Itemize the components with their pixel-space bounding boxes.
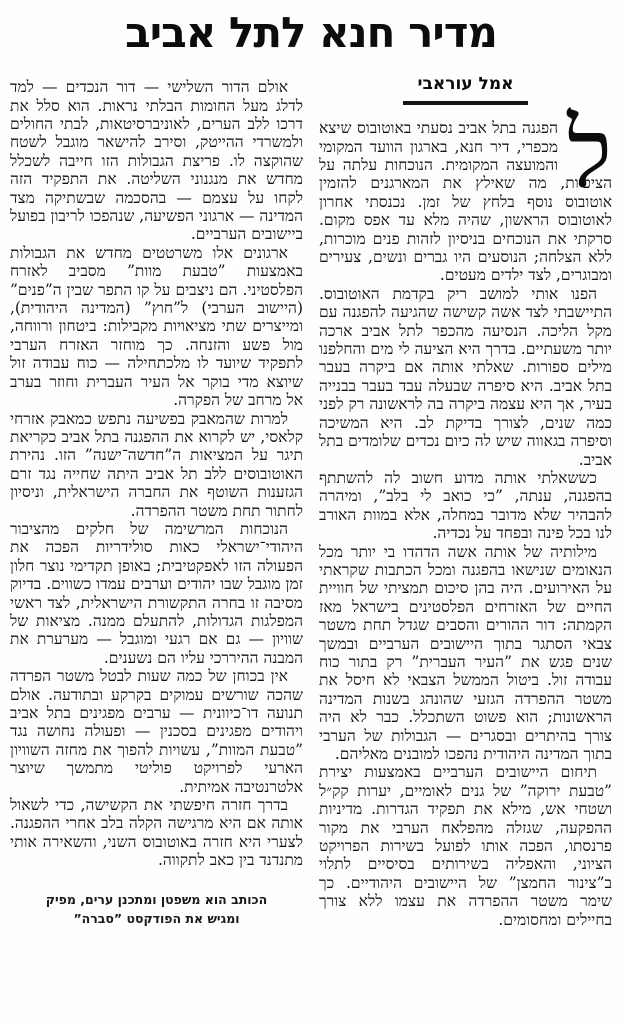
author-bio-note: הכותב הוא משפטן ומתכנן ערים, מפיק ומגיש את הפודקסט ”סברה” [45, 891, 268, 927]
paragraph: אולם הדור השלישי — דור הנכדים — למד לדלג מעל החומות הבלתי נראות. הוא סלל את דרכו ללב הערים, לאוניברסיטאות, לבתי החולים ולמשרדי ההייטק, וסירב להישאר מוגבל לשטח שהוקצה לו. פריצת הגבולות הזו חייבה לשכלל מחדש את מנגנוני השליטה. את התפקיד הזה לקחו על עצמם — בהסכמה שבשתיקה מצד המדינה — ארגוני הפשיעה, שנהפכו לריבון בפועל ביישובים הערביים. [10, 78, 303, 244]
paragraph: מילותיה של אותה אשה הדהדו בי יותר מכל הנאומים שנישאו בהפגנה ומכל הכתבות שקראתי על האירועים. היה בהן סיכום תמציתי של חוויית החיים של האזרחים הפלסטינים בישראל מאז הקמתה: דור ההורים והסבים שגדל תחת משטר צבאי הסתגר בתוך היישובים הערביים ובמשך שנים פגש את ”העיר העברית” רק בתור כוח עבודה זול. ביטול הממשל הצבאי לא חיסל את משטר ההפרדה הגזעי שהונהג בשנות המדינה הראשונות; הוא פשוט השתכלל. כבר לא היה צורך בהיתרים ובסגרים — הגבולות של הערבי בתוך המדינה היהודית נהפכו למובנים מאליהם. [319, 542, 612, 763]
paragraph: בדרך חזרה חיפשתי את הקשישה, כדי לשאול אותה אם היא מרגישה הקלה בלב אחרי ההפגנה. לצערי היא חזרה באוטובוס השני, והשאירה אותי מתנדנד בין כאב לתקווה. [10, 796, 303, 870]
paragraph: אין בכוחן של כמה שעות לבטל משטר הפרדה שהכה שורשים עמוקים בקרקע ובתודעה. אולם תנועה דו־כיוונית — ערבים מפגינים בתל אביב ויהודים מפגינים בסכנין — ופעולה נחושה נגד ”טבעת המוות”, עשויות להפוך את מחזה השוויון הארעי לפרויקט פוליטי מתמשך שיוצר אלטרנטיבה אמיתית. [10, 667, 303, 796]
drop-cap-letter: ל [567, 97, 612, 210]
opening-column-text [319, 97, 612, 929]
column-opening [319, 66, 612, 929]
paragraph: תיחום היישובים הערביים באמצעות יצירת ”טבעת ירוקה” של גנים לאומיים, יערות קק״ל ושטחי אש, מילא את תפקיד הגדרות. מדיניות ההפקעה, שגזלה מהפלאח הערבי את מקור פרנסתו, הפכה אותו לפועל בשירות הפרויקט הציוני, והאפליה בשירותים בסיסיים לתלוי ב”צינור החמצן” של היישובים היהודיים. כך שימר משטר ההפרדה את עצמו ללא צורך בחיילים ומחסומים. [319, 763, 612, 929]
column-continuation [10, 66, 303, 929]
paragraph: למרות שהמאבק בפשיעה נתפש כמאבק אזרחי קלאסי, יש לקרוא את ההפגנה בתל אביב כקריאת תיגר על המציאות ה”חדשה־ישנה” הזו. נהירת האוטובוסים ללב תל אביב היתה שחייה נגד זרם הגזענות השוטף את החברה הישראלית, וניסיון לחתור תחת משטר ההפרדה. [10, 409, 303, 520]
paragraph: הפנו אותי למושב ריק בקדמת האוטובוס. התיישבתי לצד אשה קשישה שהגיעה להפגנה עם מקל הליכה. הנסיעה מהכפר לתל אביב ארכה יותר משעתיים. בדרך היא הציעה לי מים והחלפנו מילים ספורות. שאלתי אותה אם ביקרה בעבר בתל אביב. היא סיפרה שבעלה עבד בעבר בבנייה בעיר, אך היא עצמה ביקרה בה לראשונה רק לפני כמה שנים, לצורך בדיקת לב. היא המשיכה וסיפרה בגאווה שיש לה כיום נכדים שלומדים בתל אביב. [319, 284, 612, 469]
article-headline: מדיר חנא לתל אביב [125, 8, 497, 57]
paragraph: הנוכחות המרשימה של חלקים מהציבור היהודי־ישראלי כאות סולידריות הפכה את הפעולה הזו לאפקטיבית; באופן תקדימי נוצר חלון זמן מוגבל שבו יהודים וערבים עמדו כשווים. בדיוק מסיבה זו בחרה התקשורת הישראלית, לצד ראשי המפלגות הגדולות, להתעלם ממנה. מציאות של שוויון — גם אם רגעי ומוגבל — מערערת את המבנה ההיררכי עליו הם נשענים. [10, 519, 303, 667]
article-columns [0, 62, 622, 929]
continuation-column-text [10, 78, 303, 869]
paragraph-lead [319, 97, 612, 285]
paragraph-lead-text: הפגנה בתל אביב נסעתי באוטובוס שיצא מכפרי, דיר חנא, בארגון הוועד המקומי והמועצה המקומית. הנוכחות עלתה על הציפיות, מה שאילץ את המארגנים להזמין אוטובוס נוסף בלחץ של זמן. נכנסתי אחרון לאוטובוס הראשון, שהיה מלא עד אפס מקום. סרקתי את הנוכחים בניסיון לזהות פנים מוכרות, ללא הצלחה; הנוסעים היו גברים ונשים, צעירים ומבוגרים, לצד ילדים מעטים. [319, 119, 612, 285]
paragraph: ארגונים אלו משרטטים מחדש את הגבולות באמצעות ”טבעת מוות” מסביב לאזרח הפלסטיני. הם ניצבים על קו התפר שבין ה”פנים” (היישוב הערבי) ל”חוץ” (המדינה היהודית), ומייצרים שתי מציאויות מקבילות: ביטחון ורווחה, מול פשע והזנחה. כך מוחזר האזרח הערבי לתפקיד שיועד לו מלכתחילה — כוח עבודה זול שיוצא מדי בוקר אל העיר העברית וחוזר בערב אל מרחב של הפקרה. [10, 243, 303, 410]
byline-author: אמל עוראבי [403, 74, 527, 105]
paragraph: כששאלתי אותה מדוע חשוב לה להשתתף בהפגנה, ענתה, ”כי כואב לי בלב”, ומיהרה להבהיר שלא מדובר במחלה, אלא במוות האורב לנו בכל פינה ובפחד על נכדיה. [319, 468, 612, 543]
